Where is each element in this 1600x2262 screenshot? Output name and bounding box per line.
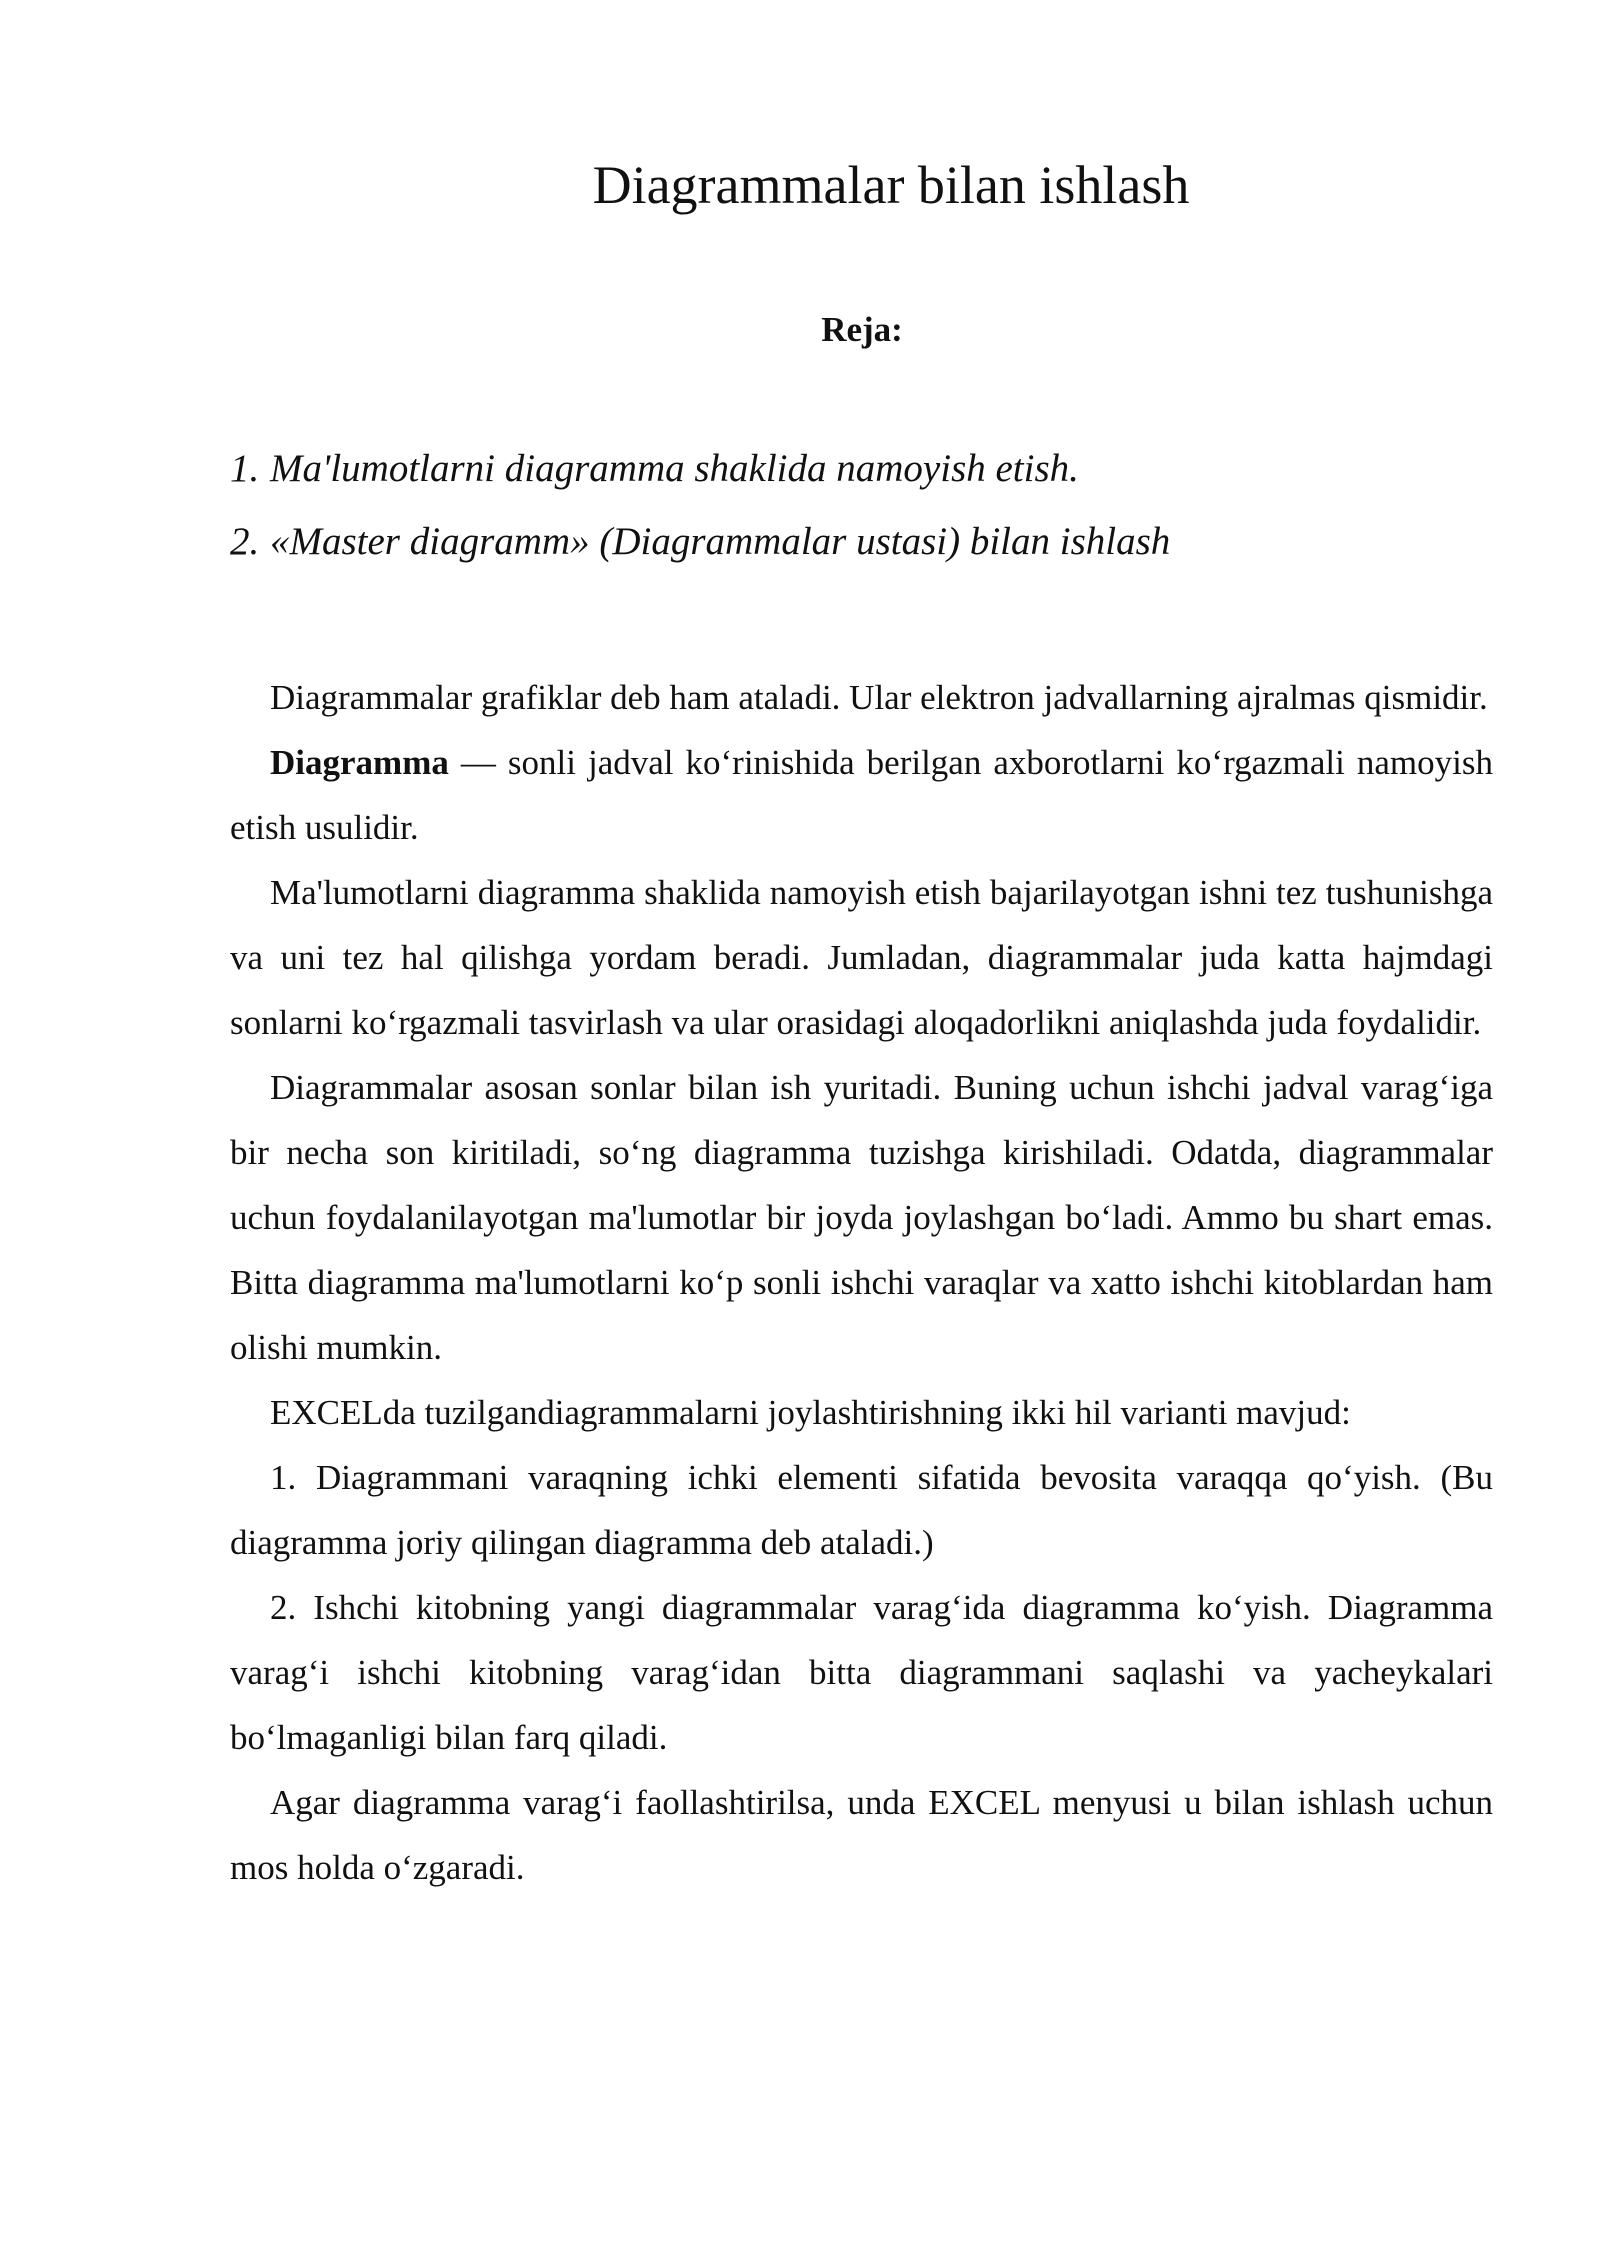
paragraph: Diagrammalar asosan sonlar bilan ish yuritadi. Buning uchun ishchi jadval varag‘iga bir necha son kiritiladi, so‘ng diagramma tuzishga kirishiladi. Odatda, diagrammalar uchun foydalanilayotgan ma'lumotlar bir joyda joylashgan bo‘ladi. Ammo bu shart emas. Bitta diagramma ma'lumotlarni ko‘p sonli ishchi varaqlar va xatto ishchi kitoblardan ham olishi mumkin. (230, 1068, 1493, 1367)
plan-item (230, 432, 1430, 505)
plan-heading: Reja: (821, 310, 903, 349)
plan-list (230, 432, 1430, 578)
definition-term: Diagramma (270, 743, 449, 782)
paragraph: 2. Ishchi kitobning yangi diagrammalar varag‘ida diagramma ko‘yish. Diagramma varag‘i ishchi kitobning varag‘idan bitta diagrammani saqlashi va yacheykalari bo‘lmaganligi bilan farq qiladi. (230, 1588, 1493, 1757)
document-title: Diagrammalar bilan ishlash (592, 155, 1190, 215)
body-text (230, 665, 1493, 1900)
plan-item (230, 505, 1430, 578)
paragraph: 1. Diagrammani varaqning ichki elementi sifatida bevosita varaqqa qo‘yish. (Bu diagramma joriy qilingan diagramma deb ataladi.) (230, 1458, 1493, 1562)
plan-item-text: «Master diagramm» (Diagrammalar ustasi) bilan ishlash (270, 520, 1171, 563)
paragraph: Diagrammalar grafiklar deb ham ataladi. Ular elektron jadvallarning ajralmas qismidir. (270, 678, 1488, 717)
paragraph: EXCELda tuzilgandiagrammalarni joylashtirishning ikki hil varianti mavjud: (270, 1393, 1351, 1432)
paragraph: Agar diagramma varag‘i faollashtirilsa, unda EXCEL menyusi u bilan ishlash uchun mos holda o‘zgaradi. (230, 1783, 1493, 1887)
definition-text: — sonli jadval ko‘rinishida berilgan axborotlarni ko‘rgazmali namoyish etish usulidir. (230, 743, 1493, 847)
paragraph: Ma'lumotlarni diagramma shaklida namoyish etish bajarilayotgan ishni tez tushunishga va uni tez hal qilishga yordam beradi. Jumladan, diagrammalar juda katta hajmdagi sonlarni ko‘rgazmali tasvirlash va ular orasidagi aloqadorlikni aniqlashda juda foydalidir. (230, 873, 1493, 1042)
paragraph-definition (230, 730, 1493, 860)
plan-item-number: 1. (230, 447, 260, 490)
plan-item-number: 2. (230, 520, 260, 563)
plan-item-text: Ma'lumotlarni diagramma shaklida namoyish etish. (270, 447, 1079, 490)
